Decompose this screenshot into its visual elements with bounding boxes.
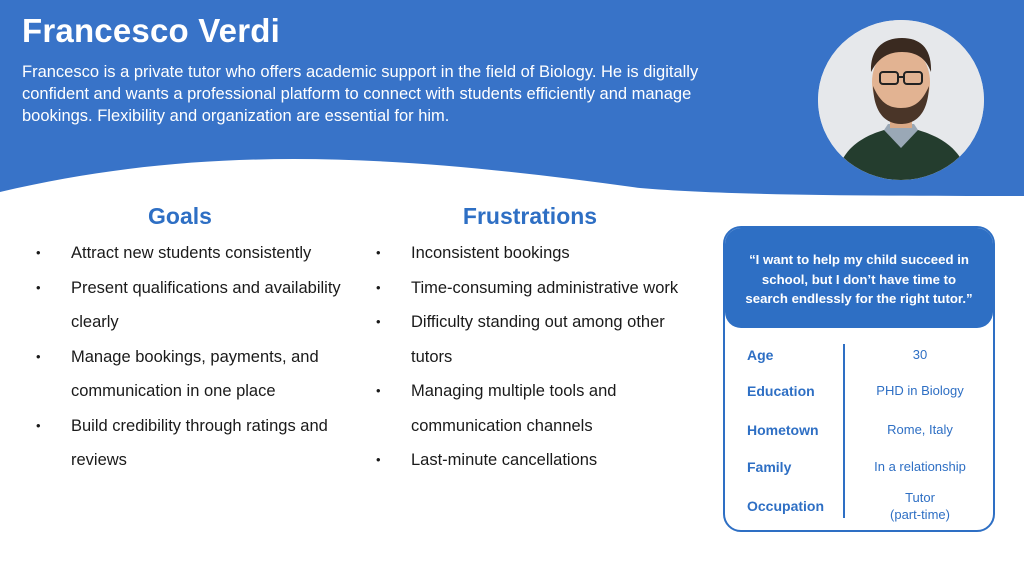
persona-bio: Francesco is a private tutor who offers academic support in the field of Biology. He is digitally confident and wants a professional platform to connect with students efficiently and manage bookings. Flexibility and organization are essential for him. <box>22 63 699 125</box>
persona-name: Francesco Verdi <box>22 12 280 49</box>
info-value: Tutor (part-time) <box>890 490 950 522</box>
info-value: 30 <box>912 347 928 362</box>
bullet-icon: • <box>376 452 381 467</box>
bullet-icon: • <box>36 279 41 295</box>
bullet-icon: • <box>376 279 381 295</box>
info-value: PHD in Biology <box>876 383 964 398</box>
frustrations-list <box>362 236 707 478</box>
info-label: Education <box>747 383 815 399</box>
info-label: Occupation <box>747 498 825 514</box>
bullet-icon: • <box>36 245 41 260</box>
info-label: Family <box>747 459 792 475</box>
list-item: • Inconsistent bookings <box>362 236 707 271</box>
info-row-family <box>725 452 993 482</box>
list-item: • Build credibility through ratings and reviews <box>22 409 352 478</box>
persona-info-card <box>723 226 995 532</box>
info-value: Rome, Italy <box>887 422 953 437</box>
list-item: • Difficulty standing out among other tutors <box>362 305 707 374</box>
info-row-hometown <box>725 415 993 445</box>
bullet-icon: • <box>376 383 381 398</box>
info-row-occupation <box>725 491 993 521</box>
bullet-icon: • <box>36 417 41 433</box>
list-item: • Manage bookings, payments, and communication in one place <box>22 340 352 409</box>
list-item: • Attract new students consistently <box>22 236 352 271</box>
list-item: • Managing multiple tools and communication channels <box>362 374 707 443</box>
bullet-icon: • <box>376 314 381 329</box>
bullet-icon: • <box>376 245 381 260</box>
frustrations-heading: Frustrations <box>462 203 598 229</box>
list-item: • Last-minute cancellations <box>362 443 707 478</box>
info-label: Age <box>747 347 774 363</box>
info-label: Hometown <box>747 422 819 438</box>
list-item: • Present qualifications and availability clearly <box>22 271 352 340</box>
persona-photo <box>818 20 984 180</box>
info-row-age <box>725 340 993 370</box>
goals-section <box>22 203 352 478</box>
bullet-icon: • <box>36 348 41 364</box>
frustrations-section <box>362 203 707 478</box>
goals-heading: Goals <box>148 203 212 229</box>
info-row-education <box>725 376 993 406</box>
goals-list <box>22 236 352 478</box>
info-value: In a relationship <box>874 459 966 474</box>
list-item: • Time-consuming administrative work <box>362 271 707 306</box>
persona-quote: “I want to help my child succeed in school, but I don’t have time to search endlessly for the right tutor.” <box>725 228 993 328</box>
